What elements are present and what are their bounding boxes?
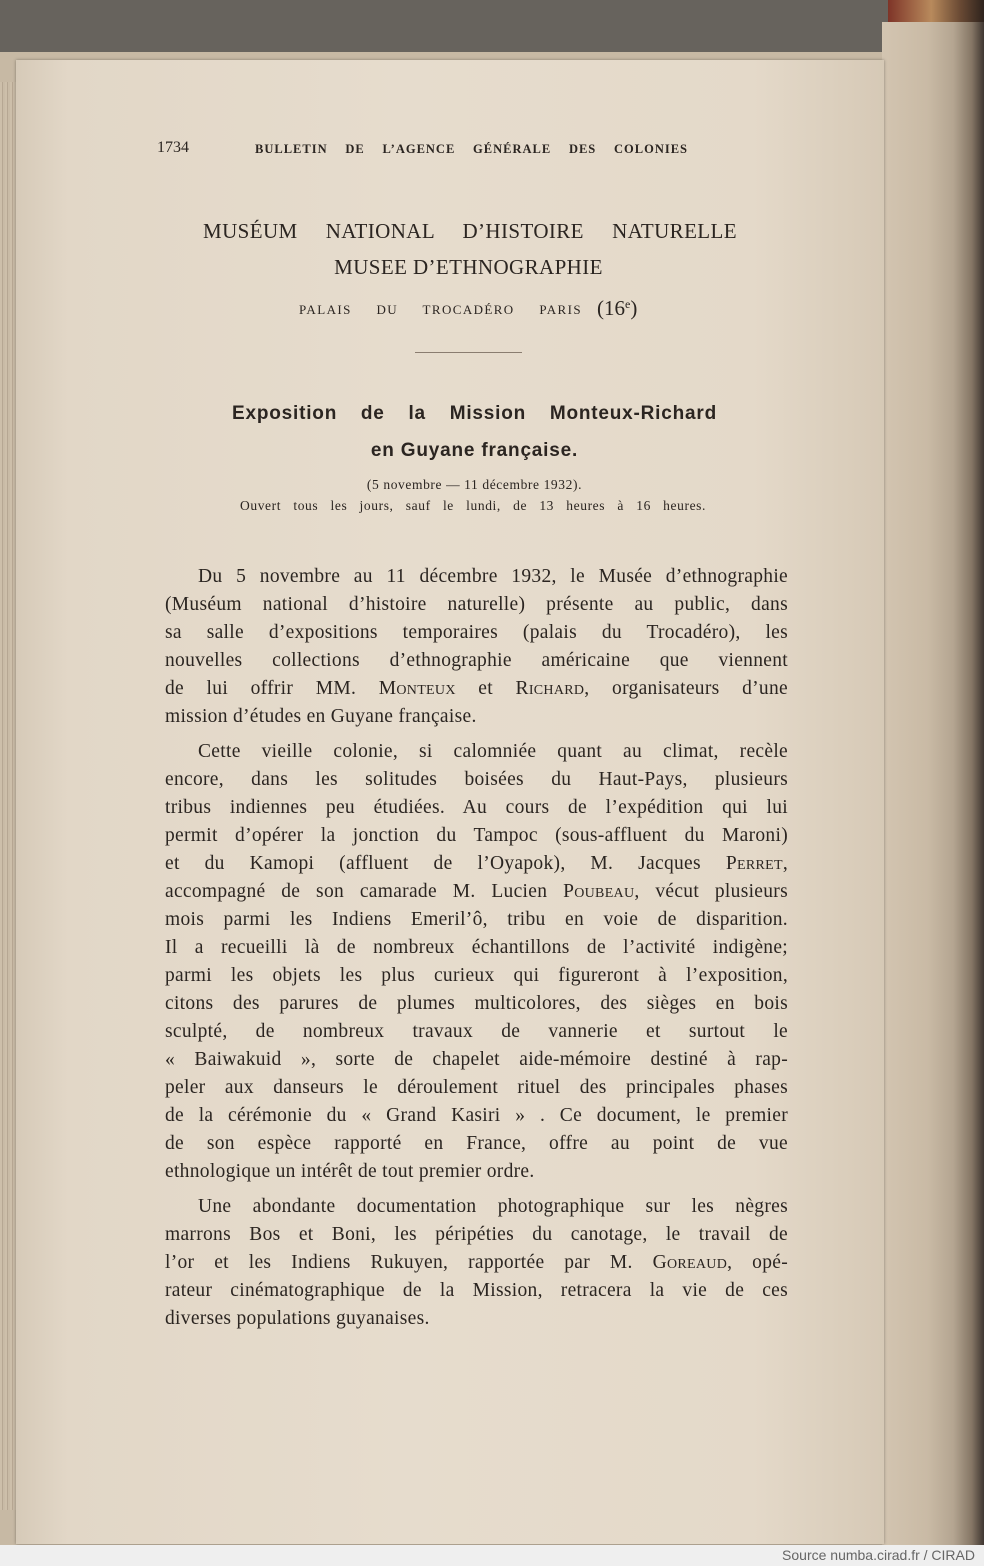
text-segment: et xyxy=(455,678,516,699)
text-line: de son espèce rapporté en France, offre au point de vue xyxy=(165,1133,788,1154)
museum-name: MUSEE D’ETHNOGRAPHIE xyxy=(334,255,603,279)
article-body xyxy=(165,563,788,1333)
text-segment: , vécut plusieurs xyxy=(634,881,788,902)
text-segment: , opé- xyxy=(727,1252,788,1273)
source-caption: Source numba.cirad.fr / CIRAD xyxy=(782,1547,975,1563)
text-line: « Baiwakuid », sorte de chapelet aide-mémoire destiné à rap- xyxy=(165,1049,788,1070)
page-number: 1734 xyxy=(157,139,189,156)
running-title: BULLETIN DE L’AGENCE GÉNÉRALE DES COLONIES xyxy=(255,142,688,156)
text-line xyxy=(165,878,788,906)
text-line: peler aux danseurs le déroulement rituel des principales phases xyxy=(165,1077,788,1098)
text-line: de la cérémonie du « Grand Kasiri » . Ce document, le premier xyxy=(165,1105,788,1126)
article-title-continued: en Guyane française. xyxy=(370,440,579,461)
text-line: citons des parures de plumes multicolores, des sièges en bois xyxy=(165,993,788,1014)
person-name: Poubeau xyxy=(563,881,635,902)
text-line xyxy=(165,850,788,878)
text-line: sculpté, de nombreux travaux de vannerie et surtout le xyxy=(165,1021,788,1042)
opening-hours: Ouvert tous les jours, sauf le lundi, de 13 heures à 16 heures. xyxy=(240,498,706,513)
text-segment: et du Kamopi (affluent de l’Oyapok), M. Jacques xyxy=(165,853,726,874)
text-segment: accompagné de son camarade M. Lucien xyxy=(165,881,564,902)
person-name: Monteux xyxy=(378,678,456,699)
text-line: (Muséum national d’histoire naturelle) présente au public, dans xyxy=(165,594,788,615)
text-line: tribus indiennes peu étudiées. Au cours de l’expédition qui lui xyxy=(165,797,788,818)
arrondissement-close: ) xyxy=(630,296,638,320)
page-stack-right xyxy=(882,22,984,1545)
text-line: Du 5 novembre au 11 décembre 1932, le Musée d’ethnographie xyxy=(198,566,788,587)
person-name: Perret xyxy=(725,853,783,874)
arrondissement xyxy=(597,295,637,321)
text-line: sa salle d’expositions temporaires (palais du Trocadéro), les xyxy=(165,622,788,643)
text-line: permit d’opérer la jonction du Tampoc (sous-affluent du Maroni) xyxy=(165,825,788,846)
text-line: mission d’études en Guyane française. xyxy=(165,706,477,727)
text-line: diverses populations guyanaises. xyxy=(165,1308,430,1329)
paragraph-1 xyxy=(165,563,788,731)
text-segment: l’or et les Indiens Rukuyen, rapportée par M. xyxy=(165,1252,653,1273)
text-line: Cette vieille colonie, si calomniée quant au climat, recèle xyxy=(198,741,788,762)
text-line: encore, dans les solitudes boisées du Haut-Pays, plusieurs xyxy=(165,769,788,790)
text-segment: , xyxy=(782,853,788,874)
paragraph-2 xyxy=(165,738,788,1186)
text-segment: de lui offrir MM. xyxy=(165,678,379,699)
article-title: Exposition de la Mission Monteux-Richard xyxy=(232,403,717,424)
exhibition-dates: (5 novembre — 11 décembre 1932). xyxy=(366,477,583,492)
text-line: parmi les objets les plus curieux qui figureront à l’exposition, xyxy=(165,965,788,986)
text-line: mois parmi les Indiens Emeril’ô, tribu en voie de disparition. xyxy=(165,909,788,930)
paragraph-3 xyxy=(165,1193,788,1333)
text-line xyxy=(165,675,788,703)
person-name: Goreaud xyxy=(652,1252,728,1273)
arrondissement-suffix: e xyxy=(625,297,631,311)
text-line: marrons Bos et Boni, les péripéties du canotage, le travail de xyxy=(165,1224,788,1245)
text-line xyxy=(165,1249,788,1277)
text-line: ethnologique un intérêt de tout premier ordre. xyxy=(165,1161,535,1182)
person-name: Richard xyxy=(515,678,585,699)
text-segment: , organisateurs d’une xyxy=(584,678,788,699)
arrondissement-number: (16 xyxy=(597,296,625,320)
section-divider xyxy=(415,352,522,353)
text-line: Il a recueilli là de nombreux échantillons de l’activité indigène; xyxy=(165,937,788,958)
text-line: Une abondante documentation photographique sur les nègres xyxy=(198,1196,788,1217)
text-line: rateur cinématographique de la Mission, retracera la vie de ces xyxy=(165,1280,788,1301)
institution-name: MUSÉUM NATIONAL D’HISTOIRE NATURELLE xyxy=(203,219,737,243)
text-line: nouvelles collections d’ethnographie américaine que viennent xyxy=(165,650,788,671)
institution-address: PALAIS DU TROCADÉRO PARIS xyxy=(299,302,582,317)
book-spine xyxy=(888,0,984,24)
